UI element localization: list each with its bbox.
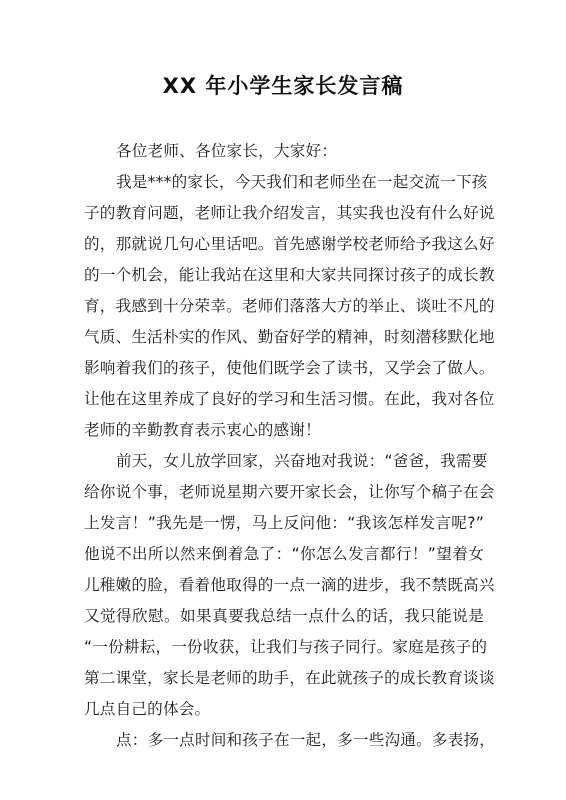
text-line: 上发言！”我先是一愣，马上反问他：“我该怎样发言呢?”	[84, 514, 484, 532]
text-line: 点：多一点时间和孩子在一起，多一些沟通。多表扬，	[116, 731, 496, 749]
text-line: 育，我感到十分荣幸。老师们落落大方的举止、谈吐不凡的	[84, 297, 495, 315]
text-line: 影响着我们的孩子，使他们既学会了读书，又学会了做人。	[84, 359, 495, 377]
text-line: 第二课堂，家长是老师的助手，在此就孩子的成长教育谈谈	[84, 669, 495, 687]
text-line: “一份耕耘，一份收获，让我们与孩子同行。家庭是孩子的	[84, 638, 488, 656]
text-line: 让他在这里养成了良好的学习和生活习惯。在此，我对各位	[84, 390, 495, 408]
text-line: 的，那就说几句心里话吧。首先感谢学校老师给予我这么好	[84, 235, 495, 253]
document-title: XX 年小学生家长发言稿	[162, 74, 404, 98]
text-line: 各位老师、各位家长，大家好：	[116, 142, 338, 160]
document-body	[84, 136, 496, 756]
text-line: 老师的辛勤教育表示衷心的感谢！	[84, 421, 321, 439]
text-line: 他说不出所以然来倒着急了：“你怎么发言都行！”望着女	[84, 545, 484, 563]
text-line: 子的教育问题，老师让我介绍发言，其实我也没有什么好说	[84, 204, 495, 222]
text-line: 气质、生活朴实的作风、勤奋好学的精神，时刻潜移默化地	[84, 328, 495, 346]
text-line: 几点自己的体会。	[84, 700, 211, 718]
text-line: 的一个机会，能让我站在这里和大家共同探讨孩子的成长教	[84, 266, 495, 284]
text-line: 儿稚嫩的脸，看着他取得的一点一滴的进步，我不禁既高兴	[84, 576, 495, 594]
text-line: 又觉得欣慰。如果真要我总结一点什么的话，我只能说是	[84, 607, 484, 625]
text-line: 给你说个事，老师说星期六要开家长会，让你写个稿子在会	[84, 483, 495, 501]
text-line: 我是***的家长，今天我们和老师坐在一起交流一下孩	[116, 173, 488, 191]
text-line: 前天，女儿放学回家，兴奋地对我说：“爸爸，我需要	[116, 452, 488, 470]
